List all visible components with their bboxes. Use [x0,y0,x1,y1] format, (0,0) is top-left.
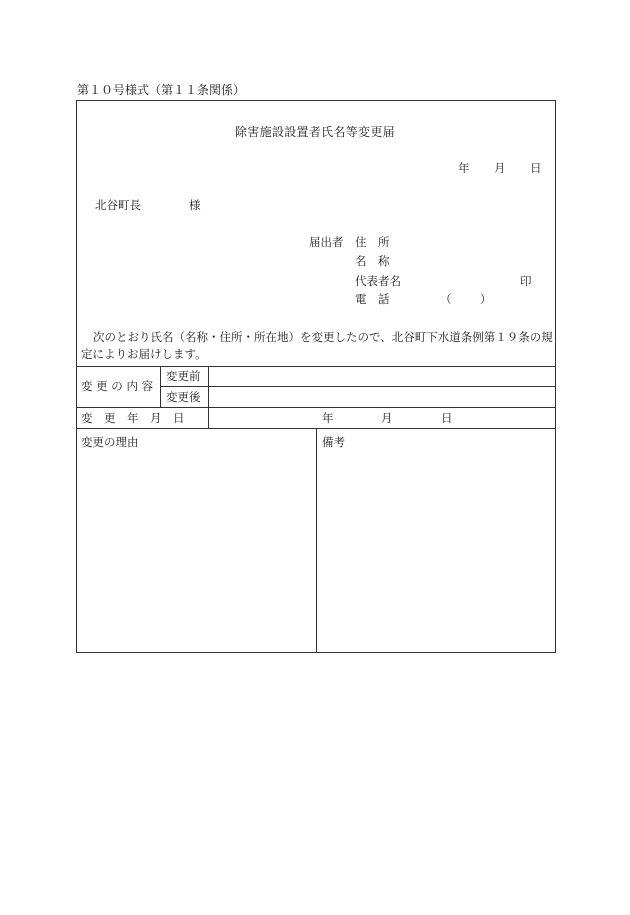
before-after-divider [160,386,556,387]
change-date-label: 変 更 年 月 日 [81,411,185,425]
seal-mark: 印 [520,274,532,288]
table-top-border [76,366,556,367]
phone-paren-open: （ [440,292,452,306]
date-day-label: 日 [530,161,542,175]
representative-label: 代表者名 [355,274,401,288]
reason-remarks-divider [316,428,317,653]
phone-label: 電 話 [355,292,390,306]
date-year-label: 年 [458,161,470,175]
form-number: 第１０号様式（第１１条関係） [77,83,246,97]
address-label: 住 所 [355,235,390,249]
addressee-honorific: 様 [189,198,201,212]
reason-label: 変更の理由 [81,435,139,449]
name-label: 名 称 [355,254,390,268]
change-content-label: 変 更 の 内 容 [81,379,154,393]
phone-paren-close: ） [480,292,492,306]
date-month-label: 月 [494,161,506,175]
change-date-day: 日 [441,411,453,425]
addressee-name: 北谷町長 [95,198,141,212]
body-line-2: 定によりお届けします。 [81,347,207,361]
change-date-year: 年 [322,411,334,425]
applicant-label: 届出者 [309,235,344,249]
form-title: 除害施設設置者氏名等変更届 [235,125,395,139]
value-column-divider [208,366,209,428]
remarks-label: 備考 [322,435,345,449]
label-column-divider [160,366,161,407]
change-date-month: 月 [381,411,393,425]
before-label: 変更前 [166,369,201,383]
change-date-top-border [76,407,556,408]
after-label: 変更後 [166,390,201,404]
body-line-1: 次のとおり氏名（名称・住所・所在地）を変更したので、北谷町下水道条例第１９条の規 [93,330,553,344]
